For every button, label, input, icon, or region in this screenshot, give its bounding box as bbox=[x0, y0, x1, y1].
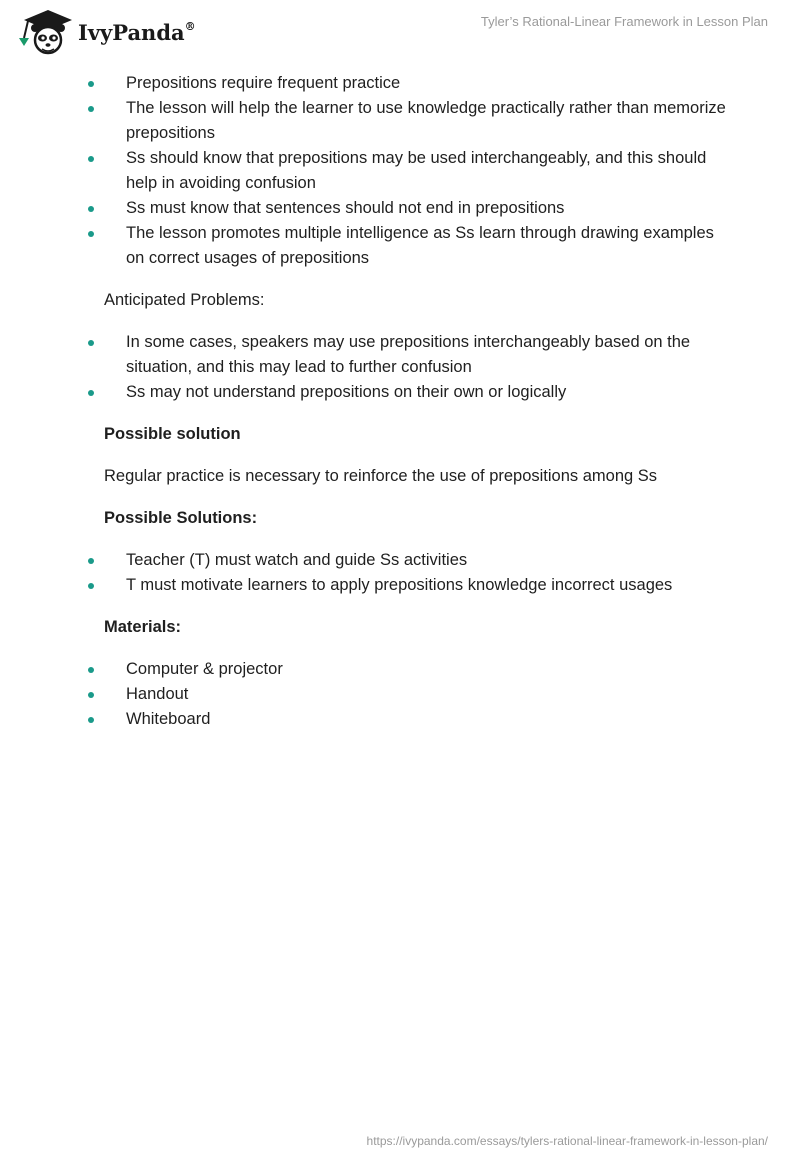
list-item-text: In some cases, speakers may use prepositions interchangeably based on the situation, and this may lead to further confusion bbox=[126, 333, 691, 376]
bullet-icon bbox=[88, 667, 94, 673]
bullet-icon bbox=[88, 206, 94, 212]
brand-logo[interactable] bbox=[16, 8, 196, 56]
bullet-icon bbox=[88, 717, 94, 723]
possible-solutions-heading: Possible Solutions: bbox=[104, 509, 258, 527]
list-item-text: Computer & projector bbox=[126, 660, 283, 678]
list-item-text: Whiteboard bbox=[126, 710, 211, 728]
source-url-link[interactable]: https://ivypanda.com/essays/tylers-rational-linear-framework-in-lesson-plan/ bbox=[366, 1134, 768, 1148]
anticipated-problems-heading: Anticipated Problems: bbox=[104, 291, 265, 309]
materials-list bbox=[0, 657, 800, 732]
brand-name: IvyPanda bbox=[78, 20, 185, 45]
document-title: Tyler’s Rational-Linear Framework in Lesson Plan bbox=[480, 14, 768, 29]
page-header bbox=[0, 0, 800, 60]
list-item-text: Handout bbox=[126, 685, 189, 703]
list-item bbox=[0, 146, 800, 196]
list-item-text: The lesson promotes multiple intelligence as Ss learn through drawing examples on correct usages of prepositions bbox=[126, 224, 714, 267]
list-item bbox=[0, 380, 800, 405]
bullet-icon bbox=[88, 106, 94, 112]
bullet-icon bbox=[88, 390, 94, 396]
list-item-text: Prepositions require frequent practice bbox=[126, 74, 401, 92]
panda-graduate-icon bbox=[16, 8, 76, 56]
brand-wordmark bbox=[78, 20, 196, 45]
list-item-text: Ss should know that prepositions may be used interchangeably, and this should help in avoiding confusion bbox=[126, 149, 707, 192]
registered-mark: ® bbox=[184, 20, 196, 33]
list-item bbox=[0, 657, 800, 682]
bullet-icon bbox=[88, 692, 94, 698]
list-item bbox=[0, 96, 800, 146]
bullet-icon bbox=[88, 156, 94, 162]
list-item bbox=[0, 707, 800, 732]
list-item bbox=[0, 682, 800, 707]
list-item bbox=[0, 573, 800, 598]
list-item-text: Ss must know that sentences should not end in prepositions bbox=[126, 199, 565, 217]
bullet-icon bbox=[88, 340, 94, 346]
bullet-icon bbox=[88, 231, 94, 237]
rationale-list bbox=[0, 71, 800, 271]
list-item-text: Teacher (T) must watch and guide Ss activities bbox=[126, 551, 468, 569]
possible-solution-text: Regular practice is necessary to reinforce the use of prepositions among Ss bbox=[104, 467, 658, 485]
list-item bbox=[0, 71, 800, 96]
possible-solution-heading: Possible solution bbox=[104, 425, 241, 443]
list-item-text: Ss may not understand prepositions on their own or logically bbox=[126, 383, 567, 401]
possible-solutions-list bbox=[0, 548, 800, 598]
list-item bbox=[0, 221, 800, 271]
materials-heading: Materials: bbox=[104, 618, 182, 636]
document-body bbox=[0, 71, 800, 732]
anticipated-problems-list bbox=[0, 330, 800, 405]
bullet-icon bbox=[88, 583, 94, 589]
list-item bbox=[0, 196, 800, 221]
list-item-text: The lesson will help the learner to use knowledge practically rather than memorize prepositions bbox=[126, 99, 726, 142]
list-item-text: T must motivate learners to apply prepositions knowledge incorrect usages bbox=[126, 576, 673, 594]
bullet-icon bbox=[88, 558, 94, 564]
bullet-icon bbox=[88, 81, 94, 87]
list-item bbox=[0, 548, 800, 573]
list-item bbox=[0, 330, 800, 380]
